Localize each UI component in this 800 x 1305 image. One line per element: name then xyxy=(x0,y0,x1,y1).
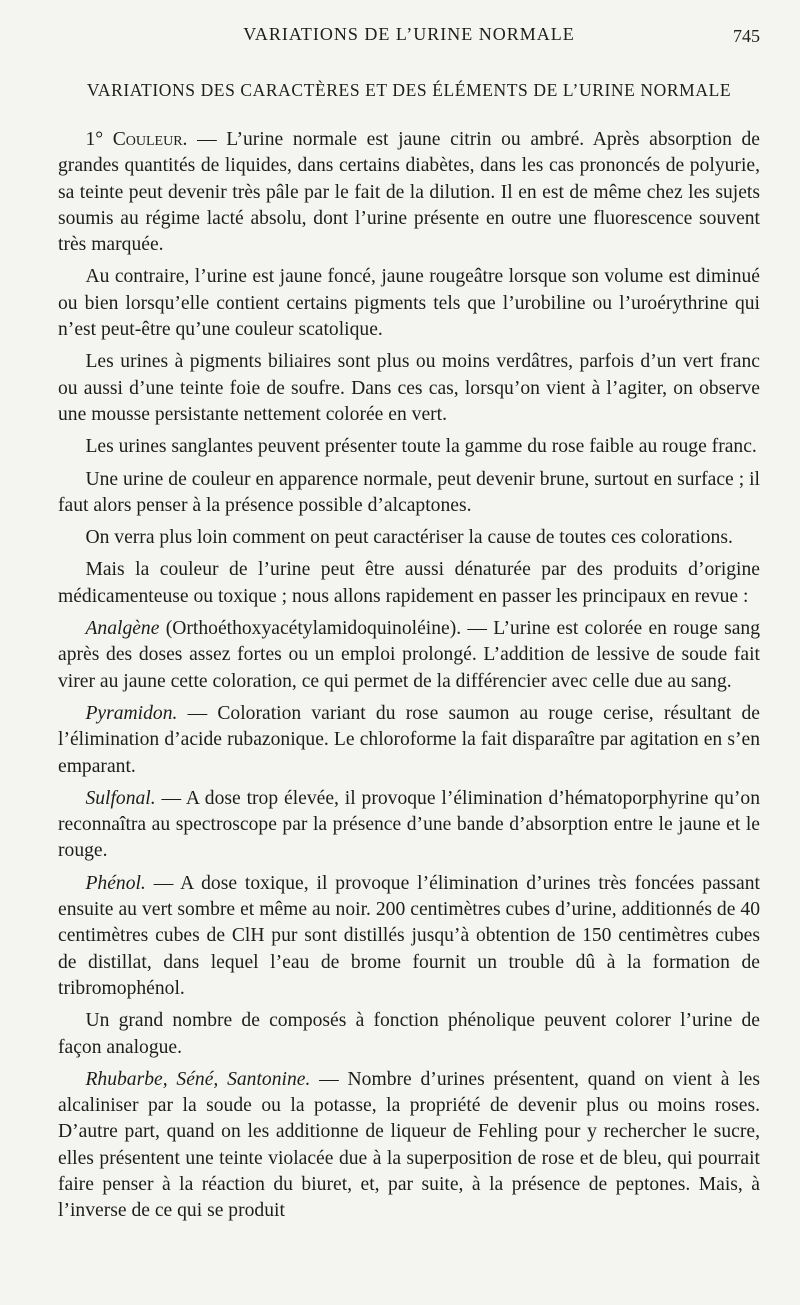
paragraph-text: Les urines sanglantes peuvent présenter toute la gamme du rose faible au rouge franc. xyxy=(85,436,757,458)
paragraph-text: Au contraire, l’urine est jaune foncé, jaune rougeâtre lorsque son volume est diminué ou bien lorsqu’elle contient certains pigments tels que l’urobiline ou l’uroérythrine qui n’est peut-être qu’une couleur scatolique. xyxy=(58,266,760,341)
paragraph-text: — Coloration variant du rose saumon au rouge cerise, résultant de l’élimination d’acide rubazonique. Le chloroforme la fait disparaître par agitation en s’en emparant. xyxy=(58,702,760,777)
paragraph-term: Phénol. xyxy=(85,872,146,894)
paragraph-lead: 1° Couleur. xyxy=(85,129,188,150)
paragraph-text: Un grand nombre de composés à fonction phénolique peuvent colorer l’urine de façon analogue. xyxy=(58,1010,760,1058)
paragraph xyxy=(58,525,760,551)
section-heading: VARIATIONS DES CARACTÈRES ET DES ÉLÉMENTS DE L’URINE NORMALE xyxy=(86,80,732,100)
paragraph-phenol xyxy=(58,871,760,1002)
paragraph-term: Analgène xyxy=(85,618,160,640)
paragraph-sulfonal xyxy=(58,786,760,865)
paragraph-text: Une urine de couleur en apparence normale, peut devenir brune, surtout en surface ; il faut alors penser à la présence possible d’alcaptones. xyxy=(58,468,760,516)
paragraph-text: — Nombre d’urines présentent, quand on vient à les alcaliniser par la soude ou la potasse, la propriété de devenir plus ou moins roses. D’autre part, quand on les additionne de liqueur de Fehling pour y rechercher le sucre, elles présentent une teinte violacée due à la superposition de rose et de bleu, qui pourrait faire penser à la réaction du biuret, et, par suite, à la présence de peptones. Mais, à l’inverse de ce qui se produit xyxy=(58,1068,760,1222)
paragraph-pyramidon xyxy=(58,701,760,780)
paragraph xyxy=(58,557,760,610)
paragraph-text: On verra plus loin comment on peut caractériser la cause de toutes ces colorations. xyxy=(85,527,733,549)
paragraph-text: — L’urine normale est jaune citrin ou ambré. Après absorption de grandes quantités de liquides, dans certains diabètes, dans les cas prononcés de polyurie, sa teinte peut devenir très pâle par le fait de la dilution. Il en est de même chez les sujets soumis au régime lacté absolu, dont l’urine présente en outre une fluorescence souvent très marquée. xyxy=(58,129,760,256)
running-header xyxy=(58,24,760,62)
page-number: 745 xyxy=(733,26,760,46)
paragraph xyxy=(58,467,760,520)
paragraph xyxy=(58,349,760,428)
paragraph xyxy=(58,434,760,460)
paragraph-term: Rhubarbe, Séné, Santonine. xyxy=(85,1068,311,1090)
paragraph-term: Sulfonal. xyxy=(85,787,156,809)
paragraph-text: (Orthoéthoxyacétylamidoquinoléine). — L’urine est colorée en rouge sang après des doses assez fortes ou un emploi prolongé. L’addition de lessive de soude fait virer au jaune cette coloration, ce qui permet de la différencier avec celle due au sang. xyxy=(58,618,760,692)
paragraph-text: — A dose trop élevée, il provoque l’élimination d’hématoporphyrine qu’on reconnaîtra au spectroscope par la présence d’une bande d’absorption entre le jaune et le rouge. xyxy=(58,787,760,862)
paragraph-analgene xyxy=(58,616,760,695)
paragraph xyxy=(58,264,760,343)
paragraph-rhubarbe xyxy=(58,1067,760,1225)
paragraph-text: Mais la couleur de l’urine peut être aussi dénaturée par des produits d’origine médicamenteuse ou toxique ; nous allons rapidement en passer les principaux en revue : xyxy=(58,559,760,607)
paragraph-couleur xyxy=(58,127,760,258)
paragraph-term: Pyramidon. xyxy=(85,702,178,724)
running-title: VARIATIONS DE L’URINE NORMALE xyxy=(243,24,575,44)
paragraph-text: — A dose toxique, il provoque l’élimination d’urines très foncées passant ensuite au vert sombre et même au noir. 200 centimètres cubes d’urine, additionnés de 40 centimètres cubes de ClH pur sont distillés jusqu’à obtention de 150 centimètres cubes de distillat, dans lequel l’eau de brome fournit un trouble dû à la formation de tribromophénol. xyxy=(58,872,760,999)
paragraph-text: Les urines à pigments biliaires sont plus ou moins verdâtres, parfois d’un vert franc ou aussi d’une teinte foie de soufre. Dans ces cas, lorsqu’on vient à l’agiter, on observe une mousse persistante nettement colorée en vert. xyxy=(58,351,760,425)
paragraph xyxy=(58,1008,760,1061)
